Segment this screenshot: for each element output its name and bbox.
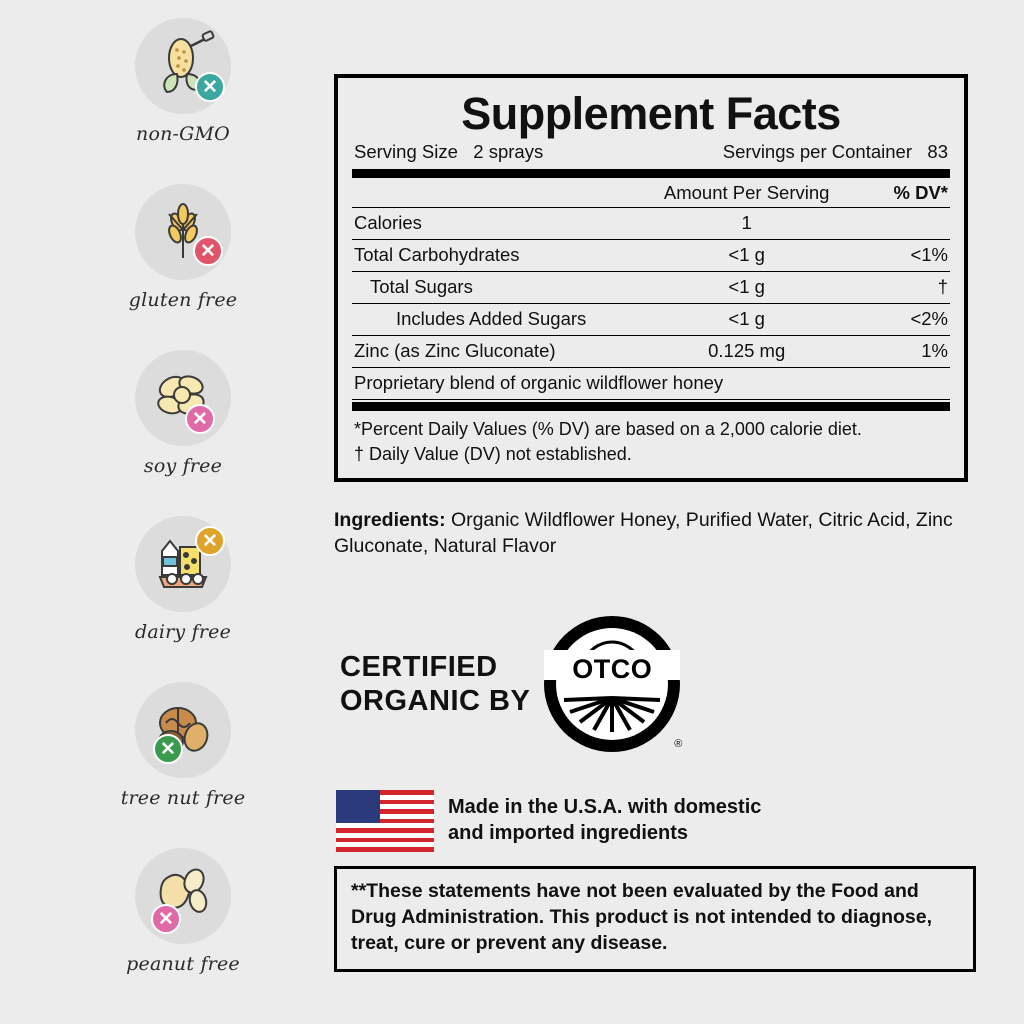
proprietary-blend-text: Proprietary blend of organic wildflower honey: [352, 368, 950, 400]
nutrient-dv: <2%: [842, 304, 950, 336]
badge-label: non-GMO: [136, 123, 230, 145]
nutrient-amount: <1 g: [651, 240, 842, 272]
badge-gluten-free: [88, 184, 278, 350]
badge-label: tree nut free: [120, 787, 246, 809]
prohibition-mark: ✕: [193, 236, 223, 266]
made-in-usa-block: [336, 790, 761, 852]
badge-label: gluten free: [128, 289, 238, 311]
ingredients-section: [334, 508, 974, 560]
otco-seal-icon: [544, 616, 683, 752]
flag-canton: [336, 790, 380, 823]
certified-organic-line1: CERTIFIED: [340, 650, 498, 683]
badge-soy-free: [88, 350, 278, 516]
non-gmo-icon: [135, 18, 231, 114]
badge-non-gmo: [88, 18, 278, 184]
milk-carton-icon: [135, 516, 231, 612]
prohibition-mark: ✕: [153, 734, 183, 764]
certified-organic-text: [340, 650, 530, 718]
thick-divider: [352, 169, 950, 178]
prohibition-mark: ✕: [195, 72, 225, 102]
serving-size-label: Serving Size: [354, 141, 458, 163]
nutrient-amount: <1 g: [651, 272, 842, 304]
prohibition-mark: ✕: [151, 904, 181, 934]
supplement-facts-panel: [334, 74, 968, 482]
nutrient-dv: <1%: [842, 240, 950, 272]
table-row: [352, 304, 950, 336]
proprietary-blend-row: [352, 368, 950, 400]
nutrient-name: Total Carbohydrates: [352, 240, 651, 272]
walnut-icon: [135, 682, 231, 778]
wheat-icon: [135, 184, 231, 280]
table-row: [352, 240, 950, 272]
soybean-icon: [135, 350, 231, 446]
badge-dairy-free: [88, 516, 278, 682]
badge-label: soy free: [143, 455, 223, 477]
certified-organic-block: [340, 616, 683, 752]
header-blank: [352, 178, 651, 208]
badge-label: dairy free: [134, 621, 232, 643]
ingredients-label: Ingredients:: [334, 509, 446, 531]
nutrition-table: [352, 178, 950, 400]
nutrient-amount: 1: [651, 208, 842, 240]
footnotes: [352, 411, 950, 466]
nutrient-dv: †: [842, 272, 950, 304]
usa-flag-icon: [336, 790, 434, 852]
thick-divider-bottom: [352, 402, 950, 411]
serving-size: [354, 141, 543, 163]
nutrient-name: Includes Added Sugars: [352, 304, 651, 336]
nutrient-name: Total Sugars: [352, 272, 651, 304]
daily-value-header: % DV*: [842, 178, 950, 208]
table-row: [352, 272, 950, 304]
allergen-badge-list: [88, 18, 278, 1014]
ingredients-text: Organic Wildflower Honey, Purified Water, Citric Acid, Zinc Gluconate, Natural Flavor: [334, 509, 953, 557]
peanut-icon: [135, 848, 231, 944]
serving-size-value: 2 sprays: [473, 141, 544, 163]
made-in-usa-text: [448, 790, 761, 846]
footnote-dagger: † Daily Value (DV) not established.: [354, 443, 632, 464]
badge-peanut-free: [88, 848, 278, 1014]
servings-per-container-label: Servings per Container: [722, 141, 912, 163]
nutrient-name: Calories: [352, 208, 651, 240]
otco-wordmark: OTCO: [572, 654, 653, 684]
prohibition-mark: ✕: [185, 404, 215, 434]
footnote-percent-dv: *Percent Daily Values (% DV) are based on a 2,000 calorie diet.: [354, 419, 862, 440]
nutrient-amount: <1 g: [651, 304, 842, 336]
amount-per-serving-header: Amount Per Serving: [651, 178, 842, 208]
table-row: [352, 336, 950, 368]
servings-per-container-value: 83: [927, 141, 948, 163]
servings-per-container: [723, 141, 948, 163]
made-in-usa-line1: Made in the U.S.A. with domestic: [448, 796, 762, 818]
nutrient-name: Zinc (as Zinc Gluconate): [352, 336, 651, 368]
registered-mark: ®: [674, 738, 683, 750]
made-in-usa-line2: and imported ingredients: [448, 822, 689, 844]
supplement-facts-title: Supplement Facts: [461, 88, 841, 139]
nutrient-dv: [842, 208, 950, 240]
table-header-row: [352, 178, 950, 208]
nutrient-amount: 0.125 mg: [651, 336, 842, 368]
certified-organic-line2: ORGANIC BY: [340, 685, 531, 717]
table-row: [352, 208, 950, 240]
nutrient-dv: 1%: [842, 336, 950, 368]
serving-info-row: [352, 141, 950, 167]
fda-disclaimer: **These statements have not been evaluated by the Food and Drug Administration. This product is not intended to diagnose, treat, cure or prevent any disease.: [334, 866, 976, 972]
badge-label: peanut free: [126, 953, 240, 975]
badge-tree-nut-free: [88, 682, 278, 848]
prohibition-mark: ✕: [195, 526, 225, 556]
